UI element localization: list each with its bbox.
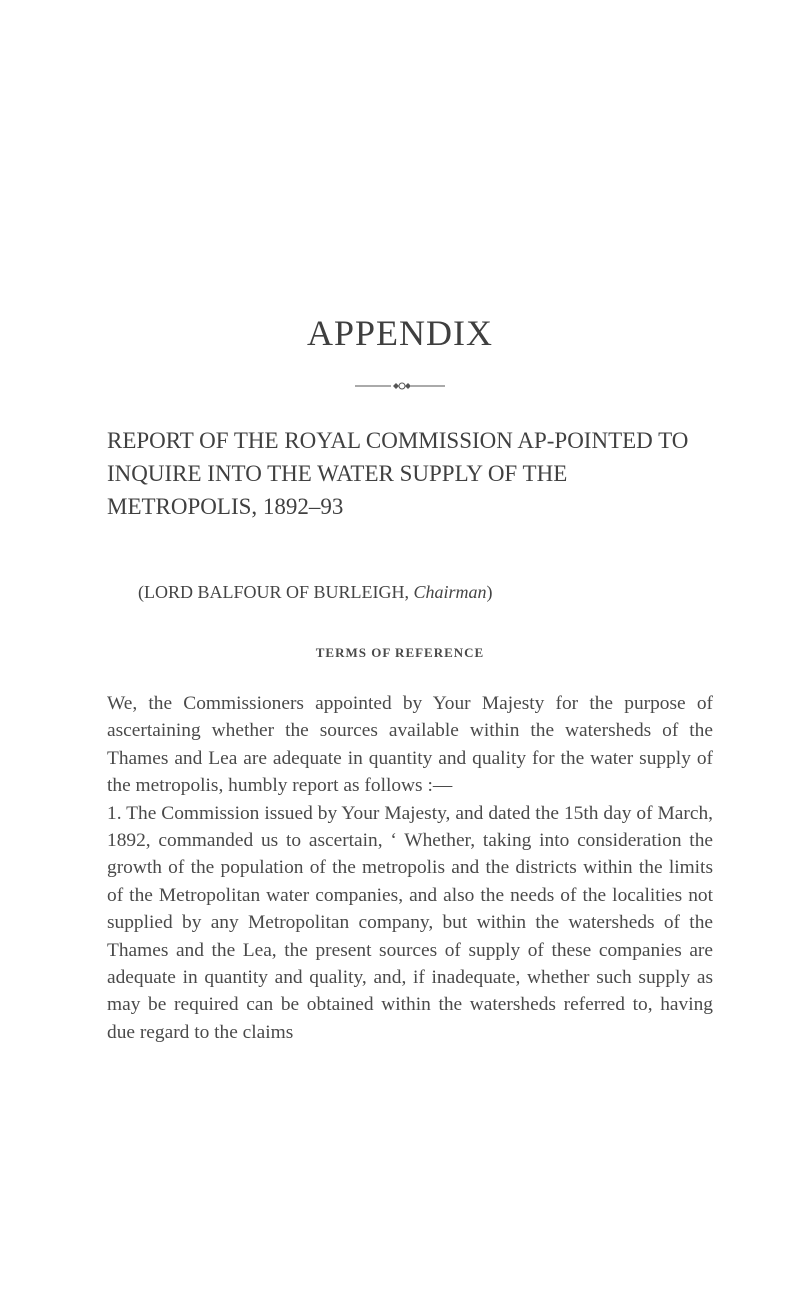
report-title: REPORT OF THE ROYAL COMMISSION AP-POINTED TO INQUIRE INTO THE WATER SUPPLY OF THE METROPOLIS, 1892–93 [107,428,689,519]
chairman-role: Chairman [413,582,487,602]
chairman-suffix: ) [486,582,493,602]
section-heading: TERMS OF REFERENCE [315,645,485,660]
dash-diamond-dash-ornament-icon [355,380,445,392]
chairman-name: (LORD BALFOUR OF BURLEIGH, [138,582,414,602]
paragraph: We, the Commissioners appointed by Your Majesty for the purpose of ascertaining whether the sources available within the watersheds of the Thames and Lea are adequate in quantity and quality for the water supply of the metropolis, humbly report as follows :— [107,693,713,797]
body-text [107,690,713,1046]
chairman-line [138,582,493,603]
appendix-heading: APPENDIX [306,313,493,353]
paragraph: 1. The Commission issued by Your Majesty, and dated the 15th day of March, 1892, commanded us to ascertain, ‘ Whether, taking into consideration the growth of the population of the metropolis and the districts within the limits of the Metropolitan water companies, and also the needs of the localities not supplied by any Metropolitan company, but within the watersheds of the Thames and the Lea, the present sources of supply of these companies are adequate in quantity and quality, and, if inadequate, whether such supply as may be required can be obtained within the watersheds referred to, having due regard to the claims [107,802,713,1043]
